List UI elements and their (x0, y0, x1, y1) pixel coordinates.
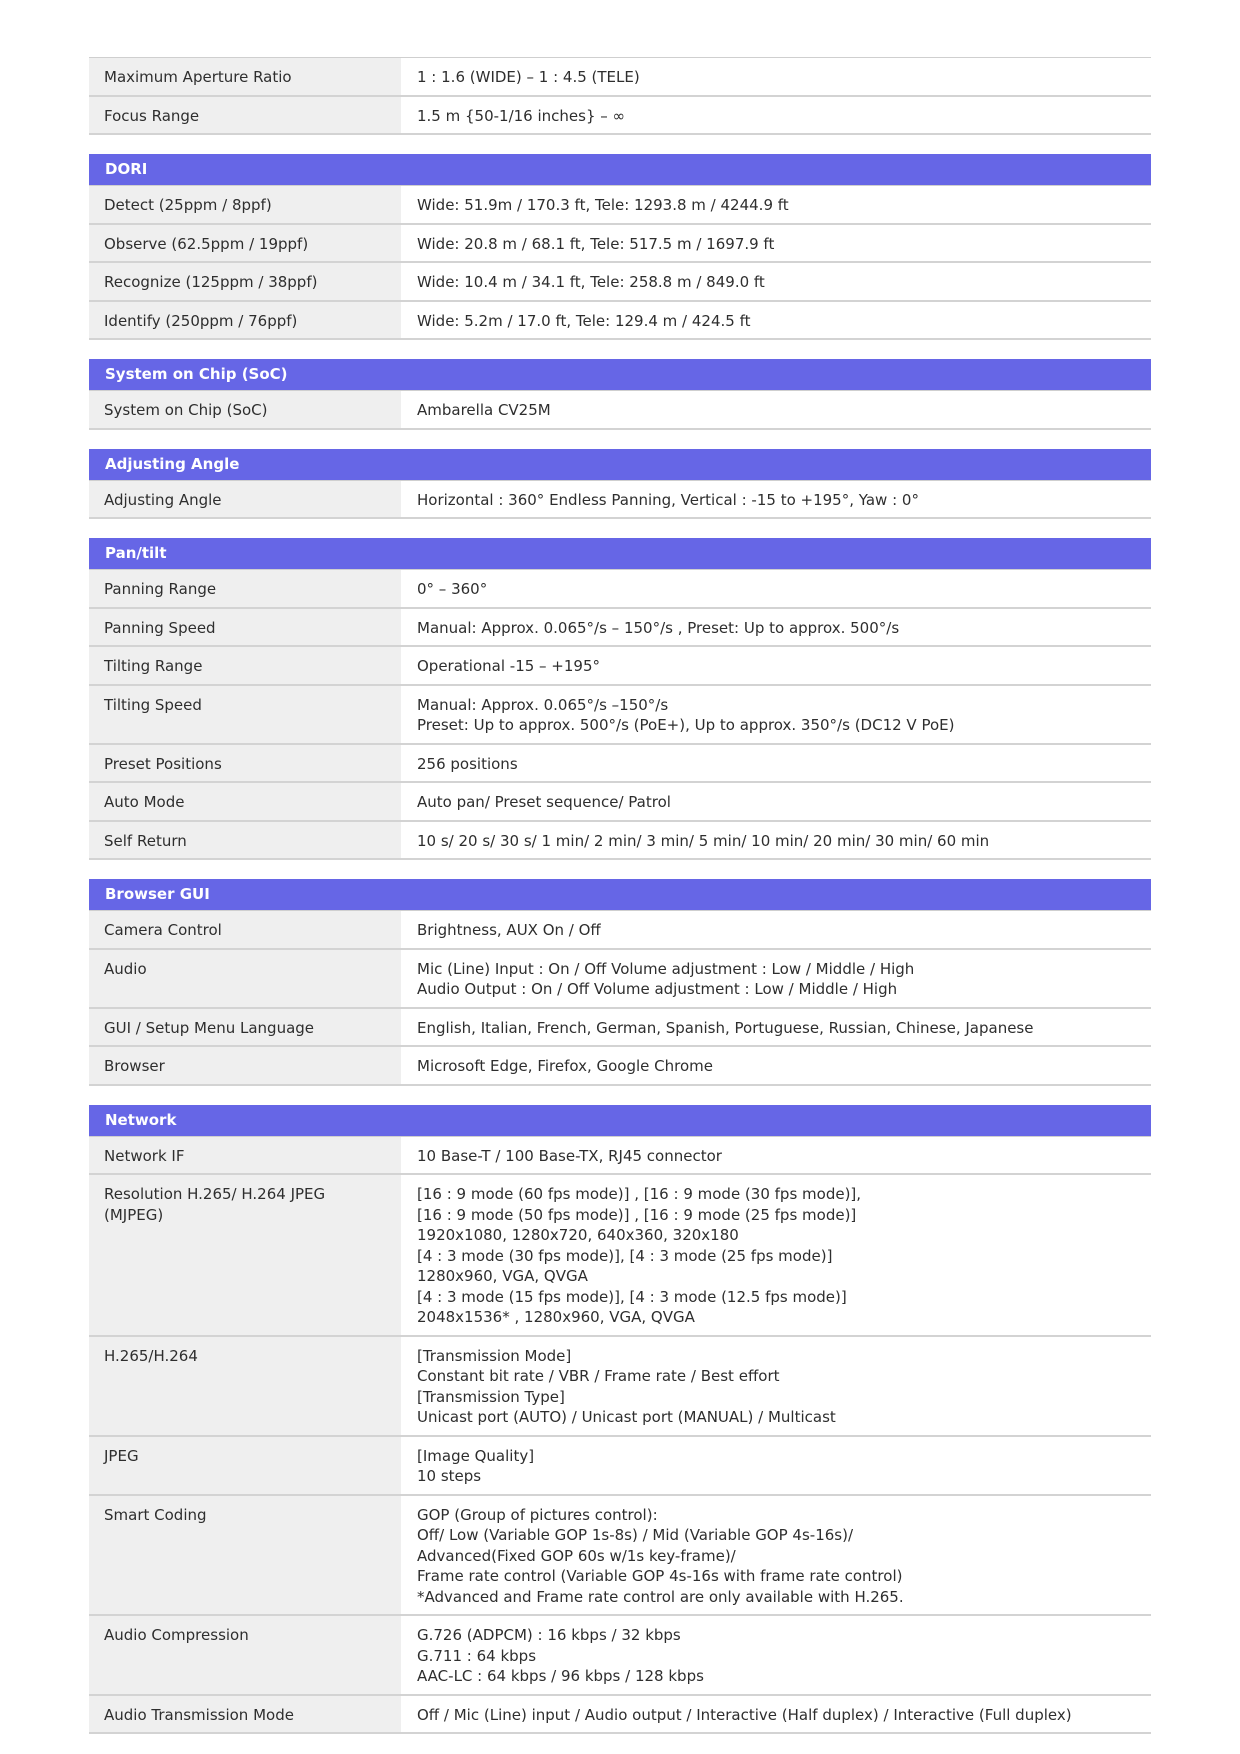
table-row (89, 685, 1151, 744)
spec-value-line: Advanced(Fixed GOP 60s w/1s key-frame)/ (417, 1546, 736, 1565)
spec-label: Audio Transmission Mode (89, 1695, 401, 1734)
spec-value (401, 744, 1151, 783)
spec-value (401, 262, 1151, 301)
spec-value-line: [16 : 9 mode (50 fps mode)] , [16 : 9 mode (25 fps mode)] (417, 1205, 857, 1224)
spec-value-line: Constant bit rate / VBR / Frame rate / Best effort (417, 1367, 780, 1385)
spec-value (401, 1174, 1151, 1336)
spec-label: Preset Positions (89, 744, 401, 783)
spec-label: Audio (89, 949, 401, 1008)
spec-label: GUI / Setup Menu Language (89, 1008, 401, 1047)
spec-label: Observe (62.5ppm / 19ppf) (89, 224, 401, 263)
spec-value-line: *Advanced and Frame rate control are only available with H.265. (417, 1587, 904, 1606)
spec-table (89, 57, 1151, 135)
table-row (89, 1615, 1151, 1695)
spec-value-line: [4 : 3 mode (30 fps mode)], [4 : 3 mode (25 fps mode)] (417, 1246, 833, 1265)
spec-value-line: 1920x1080, 1280x720, 640x360, 320x180 (417, 1226, 739, 1244)
section-header: Adjusting Angle (89, 449, 1151, 480)
spec-label: Focus Range (89, 96, 401, 135)
spec-label: Recognize (125ppm / 38ppf) (89, 262, 401, 301)
spec-value-line: Horizontal : 360° Endless Panning, Vertical : -15 to +195°, Yaw : 0° (417, 490, 919, 509)
spec-label: Network IF (89, 1136, 401, 1174)
spec-value-line: Brightness, AUX On / Off (417, 921, 601, 939)
section-header: DORI (89, 154, 1151, 185)
spec-value-line: [Image Quality] (417, 1446, 535, 1465)
spec-value-line: 1 : 1.6 (WIDE) – 1 : 4.5 (TELE) (417, 68, 640, 86)
spec-value-line: 2048x1536* , 1280x960, VGA, QVGA (417, 1308, 695, 1326)
spec-value (401, 1615, 1151, 1695)
spec-table (89, 910, 1151, 1086)
spec-value-line: [Transmission Mode] (417, 1346, 572, 1365)
spec-value (401, 96, 1151, 135)
spec-label: JPEG (89, 1436, 401, 1495)
table-row (89, 1695, 1151, 1734)
table-row (89, 949, 1151, 1008)
spec-label: Tilting Speed (89, 685, 401, 744)
spec-value-line: Wide: 51.9m / 170.3 ft, Tele: 1293.8 m / 4244.9 ft (417, 196, 789, 214)
spec-label: H.265/H.264 (89, 1336, 401, 1436)
spec-label: System on Chip (SoC) (89, 391, 401, 429)
spec-label: Browser (89, 1046, 401, 1085)
spec-value (401, 782, 1151, 821)
spec-label: Identify (250ppm / 76ppf) (89, 301, 401, 340)
table-row (89, 186, 1151, 224)
spec-table (89, 1136, 1151, 1735)
spec-label: Detect (25ppm / 8ppf) (89, 186, 401, 224)
spec-value-line: Off / Mic (Line) input / Audio output / Interactive (Half duplex) / Interactive (Full duplex) (417, 1705, 1072, 1724)
spec-label: Auto Mode (89, 782, 401, 821)
spec-table (89, 185, 1151, 340)
table-row (89, 821, 1151, 860)
spec-value (401, 224, 1151, 263)
section-specs (89, 57, 1151, 135)
spec-value-line: Manual: Approx. 0.065°/s –150°/s (417, 695, 669, 714)
spec-value-line: Microsoft Edge, Firefox, Google Chrome (417, 1057, 713, 1075)
table-row (89, 1336, 1151, 1436)
section-network (89, 1105, 1151, 1735)
spec-value-line: Audio Output : On / Off Volume adjustment : Low / Middle / High (417, 980, 898, 998)
spec-value (401, 570, 1151, 608)
spec-value (401, 1495, 1151, 1616)
spec-value-line: Frame rate control (Variable GOP 4s-16s with frame rate control) (417, 1567, 903, 1585)
spec-value (401, 391, 1151, 429)
spec-value (401, 608, 1151, 647)
spec-value (401, 1008, 1151, 1047)
spec-value-line: Auto pan/ Preset sequence/ Patrol (417, 793, 671, 811)
spec-value (401, 58, 1151, 96)
spec-label: Audio Compression (89, 1615, 401, 1695)
spec-label: Panning Range (89, 570, 401, 608)
spec-value (401, 1436, 1151, 1495)
table-row (89, 744, 1151, 783)
spec-table (89, 480, 1151, 520)
spec-value-line: Mic (Line) Input : On / Off Volume adjustment : Low / Middle / High (417, 959, 915, 978)
section-browser-gui (89, 879, 1151, 1086)
spec-value-line: [4 : 3 mode (15 fps mode)], [4 : 3 mode (12.5 fps mode)] (417, 1287, 847, 1306)
spec-value (401, 646, 1151, 685)
spec-label: Camera Control (89, 911, 401, 949)
spec-value-line: Operational -15 – +195° (417, 657, 601, 675)
spec-table (89, 390, 1151, 430)
table-row (89, 96, 1151, 135)
spec-value-line: Wide: 20.8 m / 68.1 ft, Tele: 517.5 m / 1697.9 ft (417, 234, 775, 253)
section-header: System on Chip (SoC) (89, 359, 1151, 390)
spec-label: Adjusting Angle (89, 480, 401, 518)
spec-value (401, 1136, 1151, 1174)
table-row (89, 1174, 1151, 1336)
spec-value (401, 301, 1151, 340)
table-row (89, 480, 1151, 518)
section-header: Network (89, 1105, 1151, 1136)
section-header: Pan/tilt (89, 538, 1151, 569)
table-row (89, 782, 1151, 821)
spec-label: Panning Speed (89, 608, 401, 647)
spec-value (401, 685, 1151, 744)
spec-value (401, 1046, 1151, 1085)
spec-value (401, 186, 1151, 224)
spec-value (401, 480, 1151, 518)
spec-value-line: [Transmission Type] (417, 1387, 565, 1406)
spec-value-line: Wide: 10.4 m / 34.1 ft, Tele: 258.8 m / 849.0 ft (417, 273, 765, 291)
spec-value-line: 256 positions (417, 754, 518, 773)
spec-value-line: Wide: 5.2m / 17.0 ft, Tele: 129.4 m / 424.5 ft (417, 311, 751, 330)
spec-value-line: 10 steps (417, 1467, 482, 1485)
table-row (89, 570, 1151, 608)
table-row (89, 1436, 1151, 1495)
spec-value-line: G.711 : 64 kbps (417, 1646, 537, 1665)
table-row (89, 608, 1151, 647)
section-adjusting-angle (89, 449, 1151, 520)
spec-value-line: Unicast port (AUTO) / Unicast port (MANUAL) / Multicast (417, 1408, 836, 1426)
spec-value-line: Manual: Approx. 0.065°/s – 150°/s , Preset: Up to approx. 500°/s (417, 618, 900, 637)
spec-value-line: AAC-LC : 64 kbps / 96 kbps / 128 kbps (417, 1667, 704, 1685)
spec-label: Resolution H.265/ H.264 JPEG (MJPEG) (89, 1174, 401, 1336)
spec-label: Self Return (89, 821, 401, 860)
spec-value-line: Ambarella CV25M (417, 401, 551, 419)
table-row (89, 58, 1151, 96)
spec-table (89, 569, 1151, 860)
spec-label: Smart Coding (89, 1495, 401, 1616)
table-row (89, 646, 1151, 685)
spec-value-line: 10 s/ 20 s/ 30 s/ 1 min/ 2 min/ 3 min/ 5 min/ 10 min/ 20 min/ 30 min/ 60 min (417, 831, 990, 850)
table-row (89, 1495, 1151, 1616)
spec-value-line: English, Italian, French, German, Spanish, Portuguese, Russian, Chinese, Japanese (417, 1018, 1034, 1037)
spec-value-line: Preset: Up to approx. 500°/s (PoE+), Up to approx. 350°/s (DC12 V PoE) (417, 716, 955, 734)
spec-value (401, 1336, 1151, 1436)
spec-value (401, 911, 1151, 949)
table-row (89, 1046, 1151, 1085)
spec-label: Tilting Range (89, 646, 401, 685)
spec-value-line: Off/ Low (Variable GOP 1s-8s) / Mid (Variable GOP 4s-16s)/ (417, 1526, 854, 1544)
table-row (89, 391, 1151, 429)
spec-value-line: G.726 (ADPCM) : 16 kbps / 32 kbps (417, 1626, 681, 1644)
spec-value (401, 821, 1151, 860)
table-row (89, 301, 1151, 340)
spec-value (401, 1695, 1151, 1734)
table-row (89, 224, 1151, 263)
table-row (89, 1008, 1151, 1047)
table-row (89, 1136, 1151, 1174)
spec-value-line: GOP (Group of pictures control): (417, 1505, 658, 1524)
spec-label: Maximum Aperture Ratio (89, 58, 401, 96)
spec-value-line: 1280x960, VGA, QVGA (417, 1267, 588, 1285)
section-pan-tilt (89, 538, 1151, 860)
spec-value (401, 949, 1151, 1008)
table-row (89, 911, 1151, 949)
spec-sheet (89, 57, 1151, 1753)
table-row (89, 262, 1151, 301)
spec-value-line: 1.5 m {50-1/16 inches} – ∞ (417, 106, 626, 125)
section-system-on-chip-soc (89, 359, 1151, 430)
spec-value-line: 10 Base-T / 100 Base-TX, RJ45 connector (417, 1146, 722, 1165)
section-header: Browser GUI (89, 879, 1151, 910)
spec-value-line: [16 : 9 mode (60 fps mode)] , [16 : 9 mode (30 fps mode)], (417, 1185, 862, 1203)
spec-value-line: 0° – 360° (417, 580, 488, 598)
section-dori (89, 154, 1151, 340)
